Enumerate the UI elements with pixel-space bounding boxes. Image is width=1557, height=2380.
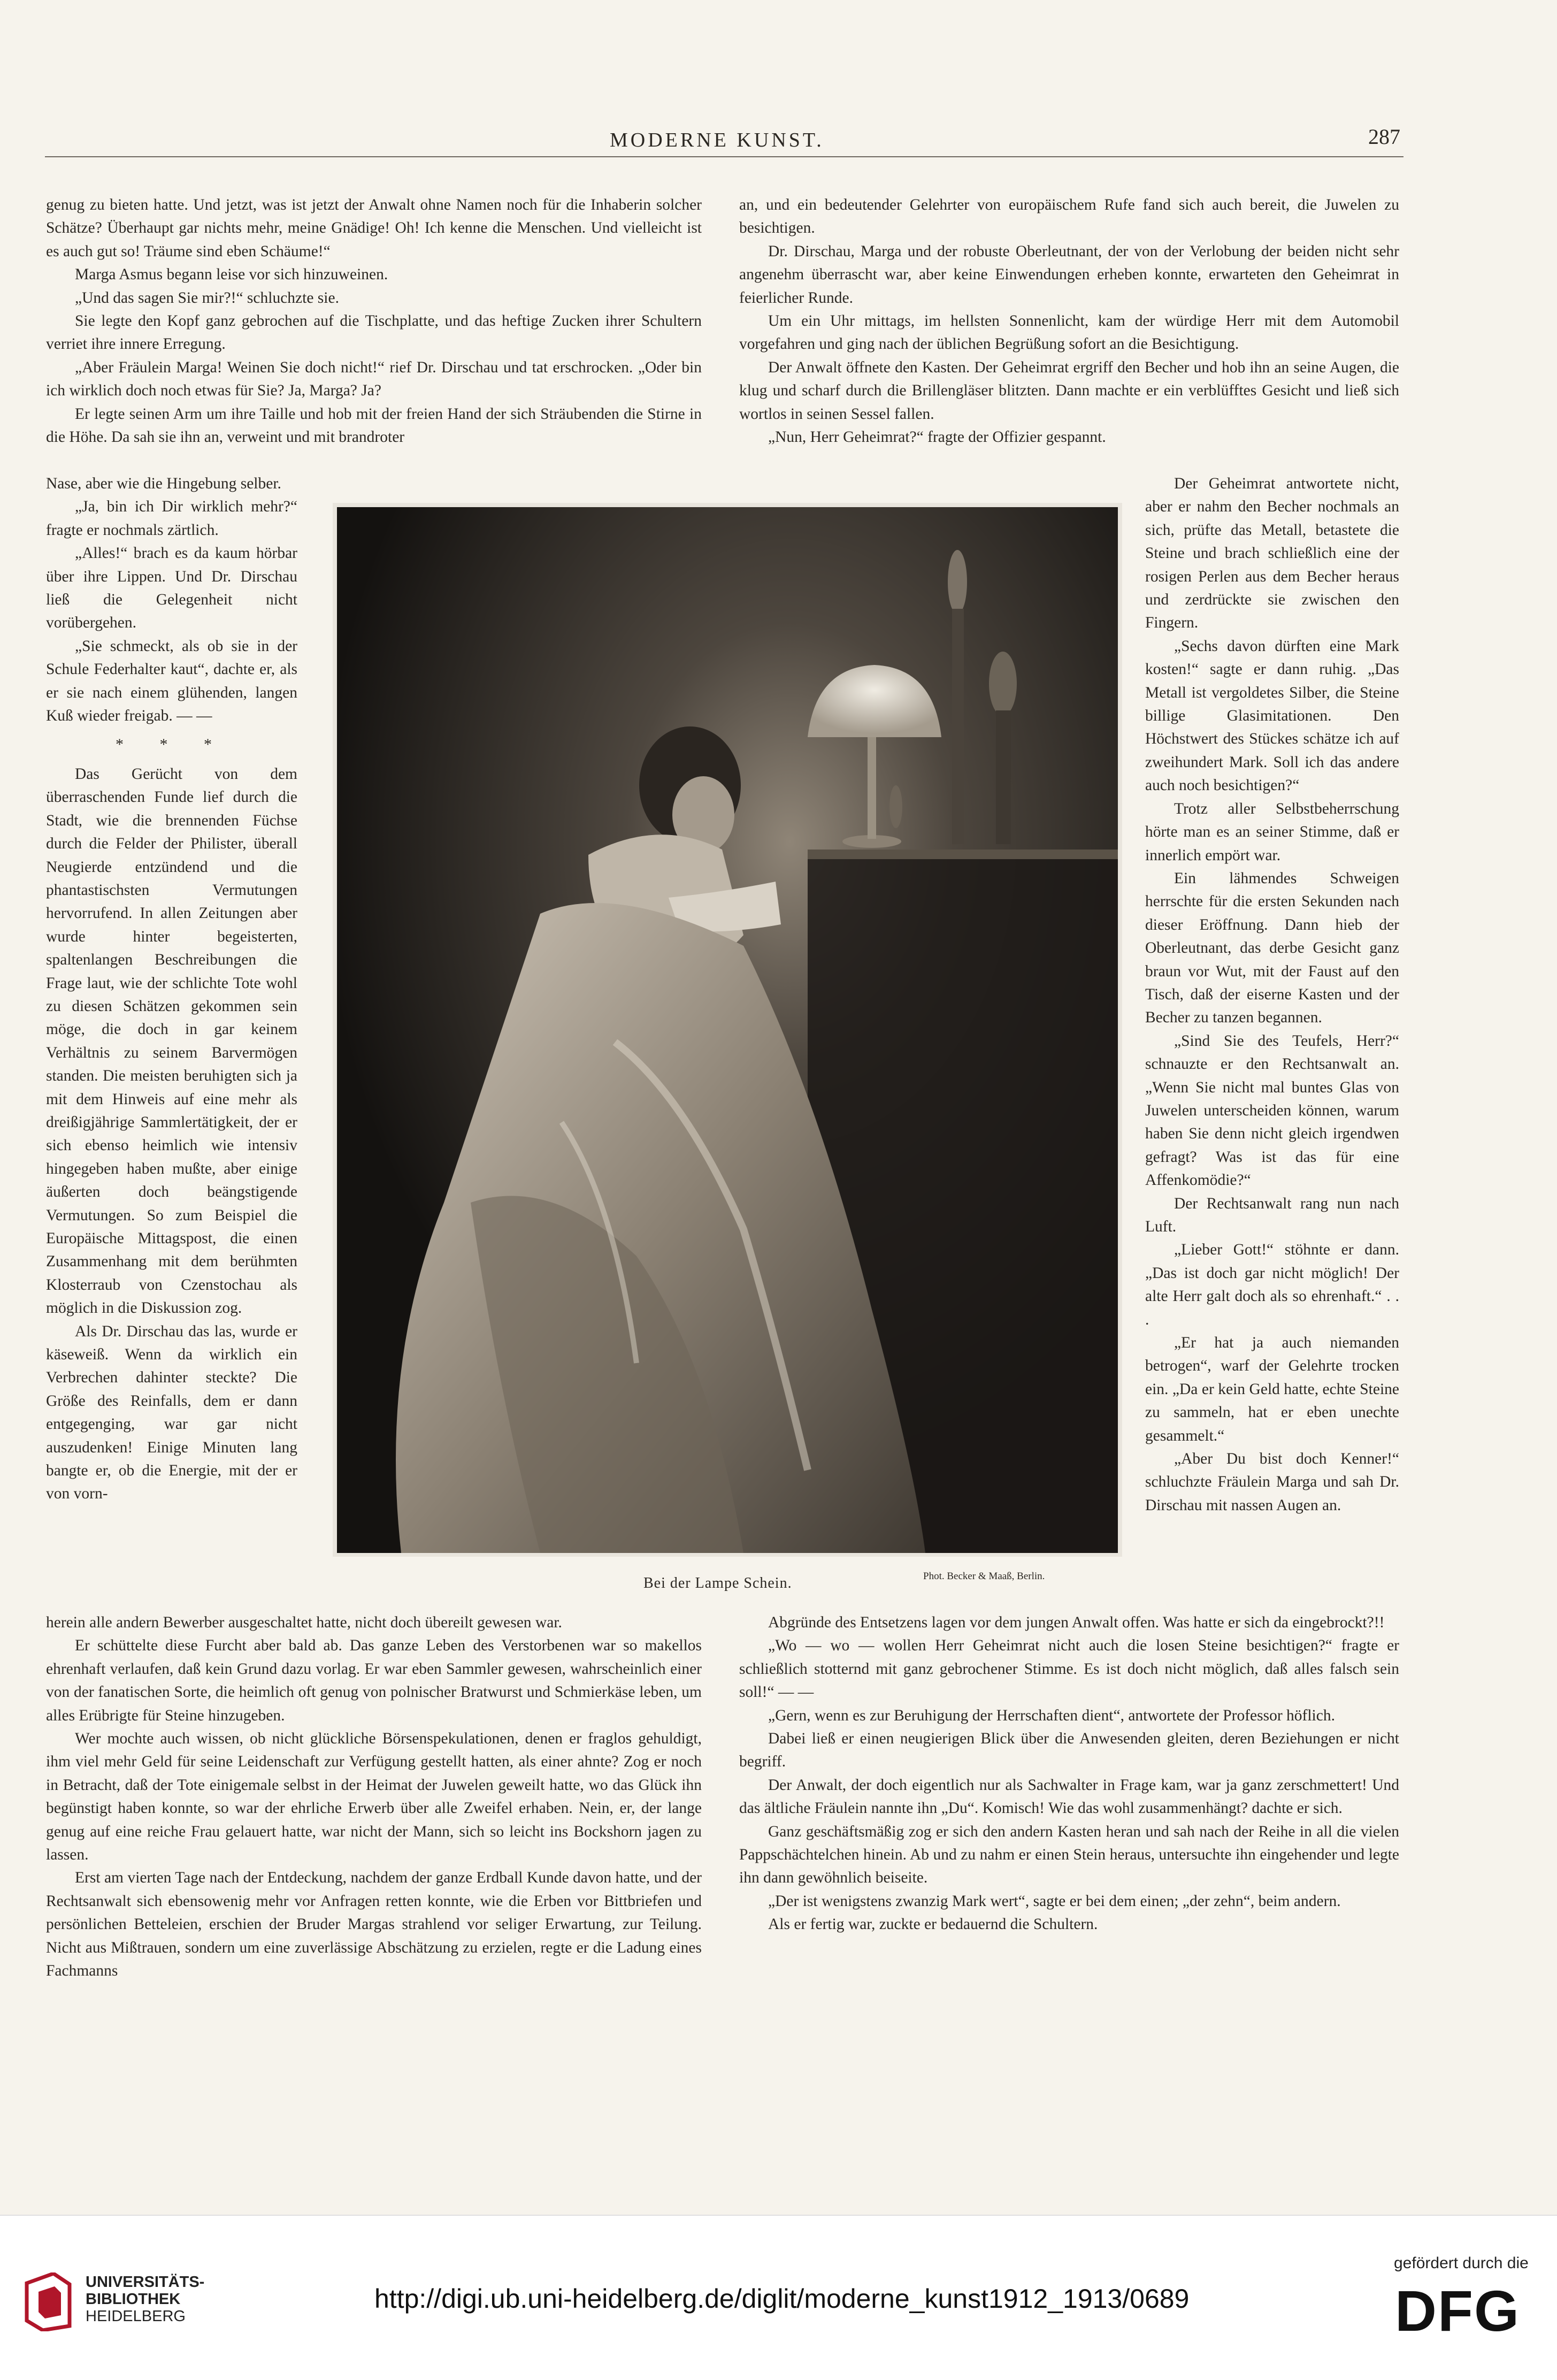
paragraph: * * * (116, 736, 228, 754)
paragraph: „Sechs davon dürften eine Mark kosten!“ sagte er dann ruhig. „Das Metall ist vergoldetes Silber, die Steine billige Glasimitationen. Den Höchstwert des Stückes schätze ich auf zweihundert Mark. Soll ich das andere auch noch besichtigen?“ (1145, 637, 1399, 794)
paragraph: Wer mochte auch wissen, ob nicht glückliche Börsenspekulationen, denen er fraglos gehuldigt, ihm viel mehr Geld für seine Leidenschaft zur Verfügung gestellt hatten, als einer ahnte? Zog er noch in Betracht, daß der Tote einigemale selbst in der Heimat der Juwelen geweilt hatte, wo das Glück ihn begünstigt haben konnte, so war der ehrliche Erwerb über alle Zweifel erhaben. Nein, er, der lange genug auf eine reiche Frau gelauert hatte, war nicht der Mann, sich so leicht ins Bockshorn jagen zu lassen. (46, 1730, 702, 1864)
paragraph: Der Geheimrat antwortete nicht, aber er nahm den Becher nochmals an sich, prüfte das Metall, betastete die Steine und brach schließlich eine der rosigen Perlen aus dem Becher heraus und zerdrückte sie zwischen den Fingern. (1145, 475, 1399, 632)
paragraph: Erst am vierten Tage nach der Entdeckung, nachdem der ganze Erdball Kunde davon hatte, und der Rechtsanwalt sich ebensowenig mehr vor Anfragen retten konnte, wie die Erben vor Bittbriefen und persönlichen Betteleien, erschien der Bruder Margas strahlend vor seliger Erwartung, zur Teilung. Nicht aus Mißtrauen, sondern um eine zuverlässige Abschätzung zu erzielen, regte er die Ladung eines Fachmanns (46, 1869, 702, 1980)
paragraph: „Aber Fräulein Marga! Weinen Sie doch nicht!“ rief Dr. Dirschau und tat erschrocken. „Oder bin ich wirklich doch noch etwas für Sie? Ja, Marga? Ja? (46, 358, 702, 400)
paragraph: Das Gerücht von dem überraschenden Funde lief durch die Stadt, wie die brennenden Füchse durch die Felder der Philister, überall Neugierde entzündend und die phantastischsten Vermutungen hervorrufend. In allen Zeitungen aber wurde hinter begeisterten, spaltenlangen Beschreibungen die Frage laut, wie der schlichte Tote wohl zu diesen Schätzen gekommen sein möge, die doch in gar keinem Verhältnis zu seinem Barvermögen standen. Die meisten beruhigten sich ja mit dem Hinweis auf eine mehr als dreißigjährige Sammlertätigkeit, der er sich ebenso heimlich wie intensiv hingegeben haben mußte, aber einige äußerten doch beängstigende Vermutungen. So zum Beispiel die Europäische Mittagspost, die einen Zusammenhang mit dem berühmten Klosterraub von Czenstochau als möglich in die Diskussion zog. (46, 765, 297, 1317)
right-column-bottom-text (739, 1611, 1399, 1937)
paragraph: Marga Asmus begann leise vor sich hinzuweinen. (75, 266, 388, 284)
paragraph: Dr. Dirschau, Marga und der robuste Oberleutnant, der von der Verlobung der beiden nicht sehr angenehm überrascht war, aber keine Einwendungen erheben konnte, erwarteten den Geheimrat in feierlicher Runde. (739, 242, 1399, 307)
paragraph: „Lieber Gott!“ stöhnte er dann. „Das ist doch gar nicht möglich! Der alte Herr galt doch als so ehrenhaft.“ . . . (1145, 1241, 1399, 1328)
paragraph: Ein lähmendes Schweigen herrschte für die ersten Sekunden nach dieser Eröffnung. Dann hieb der Oberleutnant, das derbe Gesicht ganz braun vor Wut, mit der Faust auf den Tisch, daß der eiserne Kasten und der Becher zu tanzen begannen. (1145, 869, 1399, 1027)
paragraph: Trotz aller Selbstbeherrschung hörte man es an seiner Stimme, daß er innerlich empört war. (1145, 800, 1399, 864)
paragraph: herein alle andern Bewerber ausgeschaltet hatte, nicht doch übereilt gewesen war. (46, 1614, 562, 1631)
paragraph: „Der ist wenigstens zwanzig Mark wert“, sagte er bei dem einen; „der zehn“, beim andern. (768, 1892, 1341, 1910)
paragraph: „Und das sagen Sie mir?!“ schluchzte sie. (75, 289, 339, 307)
right-column-narrow-text (1145, 472, 1399, 1517)
library-name-line2: BIBLIOTHEK (86, 2291, 181, 2308)
page-number: 287 (1368, 125, 1400, 149)
funded-by-label: gefördert durch die (1394, 2254, 1529, 2272)
paragraph: Der Anwalt, der doch eigentlich nur als Sachwalter in Frage kam, war ja ganz zerschmettert! Und das ältliche Fräulein nannte ihn „Du“. Komisch! Wie das wohl zusammenhängt? dachte er sich. (739, 1776, 1399, 1817)
paragraph: Als Dr. Dirschau das las, wurde er käseweiß. Wenn da wirklich ein Verbrechen dahinter steckte? Die Größe des Reinfalls, dem er dann entgegenging, war gar nicht auszudenken! Einige Minuten lang bangte er, ob die Energie, mit der er von vorn- (46, 1322, 297, 1503)
footer-bar (0, 2215, 1557, 2380)
paragraph: an, und ein bedeutender Gelehrter von europäischem Rufe fand sich auch bereit, die Juwelen zu besichtigen. (739, 196, 1399, 237)
source-url-link[interactable]: http://digi.ub.uni-heidelberg.de/diglit/moderne_kunst1912_1913/0689 (374, 2284, 1190, 2314)
left-column-top-text (46, 194, 702, 449)
paragraph: „Er hat ja auch niemanden betrogen“, warf der Gelehrte trocken ein. „Da er kein Geld hatte, echte Steine zu sammeln, hat er eben unechte gesammelt.“ (1145, 1334, 1399, 1444)
paragraph: „Alles!“ brach es da kaum hörbar über ihre Lippen. Und Dr. Dirschau ließ die Gelegenheit nicht vorübergehen. (46, 545, 297, 632)
header-rule (45, 156, 1403, 157)
library-name-line1: UNIVERSITÄTS- (86, 2274, 205, 2291)
university-library-logo-icon (21, 2272, 75, 2331)
photo-credit: Phot. Becker & Maaß, Berlin. (923, 1571, 1045, 1582)
dfg-logo: DFG (1395, 2278, 1520, 2343)
paragraph: Als er fertig war, zuckte er bedauernd die Schultern. (768, 1916, 1098, 1933)
paragraph: „Sie schmeckt, als ob sie in der Schule Federhalter kaut“, dachte er, als er sie nach einem glühenden, langen Kuß wieder freigab. — — (46, 637, 297, 725)
figure-caption: Bei der Lampe Schein. (643, 1575, 792, 1591)
paragraph: „Ja, bin ich Dir wirklich mehr?“ fragte er nochmals zärtlich. (46, 498, 297, 539)
paragraph: Sie legte den Kopf ganz gebrochen auf die Tischplatte, und das heftige Zucken ihrer Schultern verriet ihre innere Erregung. (46, 312, 702, 353)
left-column-narrow-text (46, 472, 297, 1506)
library-name (86, 2274, 204, 2325)
left-column-bottom-text (46, 1611, 702, 1983)
paragraph: Ganz geschäftsmäßig zog er sich den andern Kasten heran und sah nach der Reihe in all die vielen Pappschächtelchen hinein. Ab und zu nahm er einen Stein heraus, untersuchte ihn eingehender und legte ihn dann gewöhnlich beiseite. (739, 1823, 1399, 1887)
paragraph: Er schüttelte diese Furcht aber bald ab. Das ganze Leben des Verstorbenen war so makellos ehrenhaft verlaufen, daß kein Grund dazu vorlag. Er war eben Sammler gewesen, wahrscheinlich einer von der fanatischen Sorte, die heimlich oft genug von polnischer Bratwurst und Schmierkäse leben, um alles Erübrigte für Steine hinzugeben. (46, 1637, 702, 1724)
photograph-woman-reading-by-lamp (337, 507, 1118, 1553)
paragraph: „Wo — wo — wollen Herr Geheimrat nicht auch die losen Steine besichtigen?“ fragte er schließlich stotternd mit ganz gebrochener Stimme. Es ist doch nicht möglich, daß alles falsch sein soll!“ — — (739, 1637, 1399, 1701)
library-name-line3: HEIDELBERG (86, 2308, 186, 2325)
paragraph: „Sind Sie des Teufels, Herr?“ schnauzte er den Rechtsanwalt an. „Wenn Sie nicht mal buntes Glas von Juwelen unterscheiden können, warum haben Sie denn nicht gleich irgendwen gefragt? Was ist das für eine Affenkomödie?“ (1145, 1032, 1399, 1189)
paragraph: Dabei ließ er einen neugierigen Blick über die Anwesenden gleiten, deren Beziehungen er nicht begriff. (739, 1730, 1399, 1771)
paragraph: „Nun, Herr Geheimrat?“ fragte der Offizier gespannt. (768, 428, 1106, 446)
right-column-top-text (739, 194, 1399, 449)
paragraph: Nase, aber wie die Hingebung selber. (46, 475, 281, 492)
paragraph: Der Rechtsanwalt rang nun nach Luft. (1145, 1195, 1399, 1235)
paragraph: genug zu bieten hatte. Und jetzt, was ist jetzt der Anwalt ohne Namen noch für die Inhaberin solcher Schätze? Überhaupt gar nichts mehr, meine Gnädige! Oh! Ich kenne die Menschen. Und vielleicht ist es auch gut so! Träume sind eben Schäume!“ (46, 196, 702, 260)
paragraph: Er legte seinen Arm um ihre Taille und hob mit der freien Hand der sich Sträubenden die Stirne in die Höhe. Da sah sie ihn an, verweint und mit brandroter (46, 405, 702, 446)
running-head-title: MODERNE KUNST. (610, 129, 824, 151)
paragraph: „Aber Du bist doch Kenner!“ schluchzte Fräulein Marga und sah Dr. Dirschau mit nassen Augen an. (1145, 1450, 1399, 1514)
paragraph: Der Anwalt öffnete den Kasten. Der Geheimrat ergriff den Becher und hob ihn an seine Augen, die klug und scharf durch die Brillengläser blitzten. Dann machte er ein verblüfftes Gesicht und ließ sich wortlos in seinen Sessel fallen. (739, 358, 1399, 423)
paragraph: Abgründe des Entsetzens lagen vor dem jungen Anwalt offen. Was hatte er sich da eingebrockt?!! (768, 1614, 1385, 1631)
paragraph: „Gern, wenn es zur Beruhigung der Herrschaften dient“, antwortete der Professor höflich. (768, 1706, 1335, 1724)
paragraph: Um ein Uhr mittags, im hellsten Sonnenlicht, kam der würdige Herr mit dem Automobil vorgefahren und ging nach der üblichen Begrüßung sofort an die Besichtigung. (739, 312, 1399, 353)
